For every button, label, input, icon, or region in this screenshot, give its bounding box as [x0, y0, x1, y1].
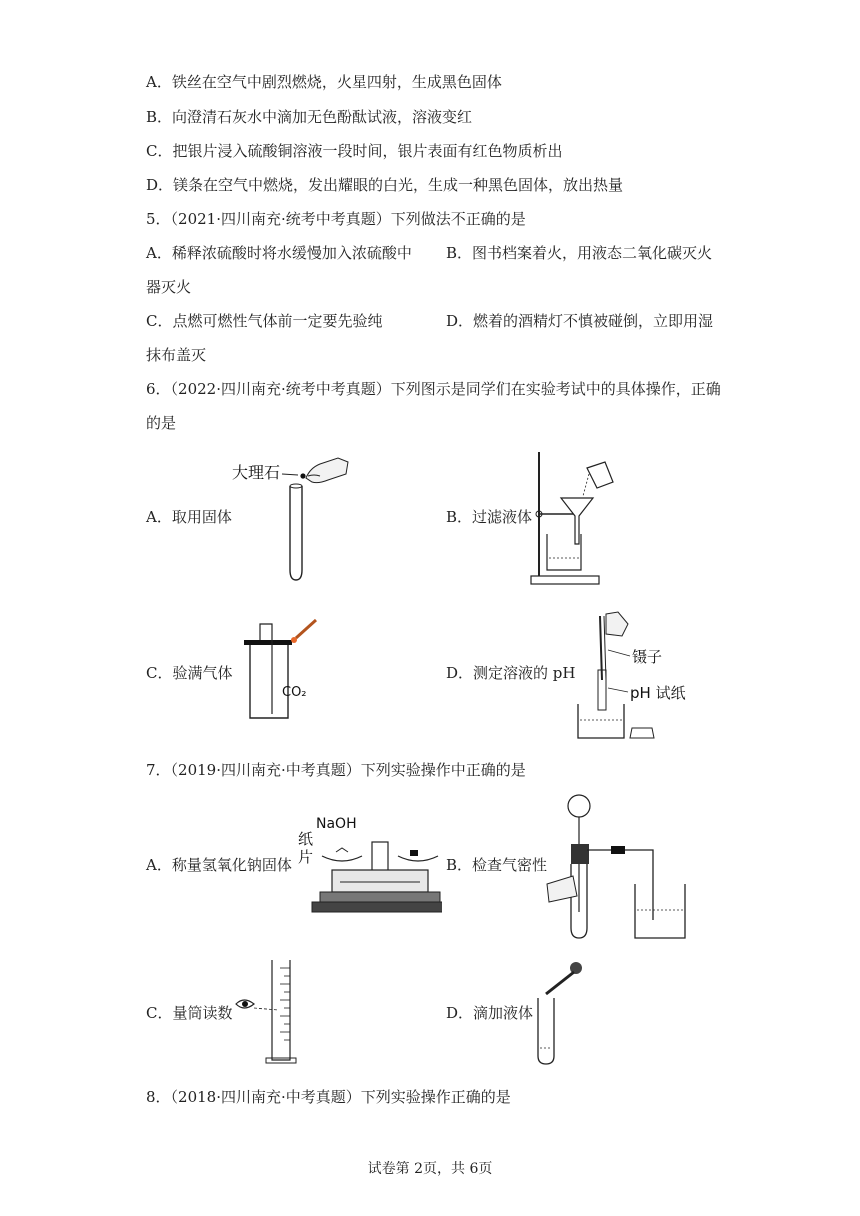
q6-figure-a: [228, 448, 353, 588]
q6-stem: 6．（2022·四川南充·统考中考真题）下列图示是同学们在实验考试中的具体操作，正确: [146, 380, 721, 398]
q6-figure-d: [576, 610, 691, 745]
q5-stem: 5．（2021·四川南充·统考中考真题）下列做法不正确的是: [146, 210, 526, 228]
tweezers-label: 镊子: [632, 648, 663, 666]
q7-option-c: C．量筒读数: [146, 1004, 233, 1022]
q4-option-c: C．把银片浸入硫酸铜溶液一段时间，银片表面有红色物质析出: [146, 142, 563, 160]
q7-figure-a: [292, 812, 442, 920]
q8-stem: 8．（2018·四川南充·中考真题）下列实验操作正确的是: [146, 1088, 511, 1106]
q6-option-a: A．取用固体: [146, 508, 232, 526]
q5-option-a: A．稀释浓硫酸时将水缓慢加入浓硫酸中: [146, 244, 412, 262]
paper-label-2: 片: [298, 848, 314, 866]
q7-option-d: D．滴加液体: [446, 1004, 534, 1022]
co2-label: CO₂: [282, 685, 307, 700]
q5-option-b-cont: 器灭火: [146, 278, 192, 296]
ph-paper-label: pH 试纸: [630, 684, 686, 702]
naoh-label: NaOH: [316, 816, 357, 832]
q6-option-c: C．验满气体: [146, 664, 233, 682]
marble-label: 大理石: [232, 463, 281, 482]
q4-option-d: D．镁条在空气中燃烧，发出耀眼的白光，生成一种黑色固体，放出热量: [146, 176, 624, 194]
q4-option-b: B．向澄清石灰水中滴加无色酚酞试液，溶液变红: [146, 108, 473, 126]
q6-stem-cont: 的是: [146, 414, 177, 432]
q7-option-b: B．检查气密性: [446, 856, 548, 874]
q7-figure-b: [545, 792, 695, 942]
q5-option-d-cont: 抹布盖灭: [146, 346, 207, 364]
q5-option-c: C．点燃可燃性气体前一定要先验纯: [146, 312, 383, 330]
q7-figure-d: [530, 958, 590, 1068]
q5-option-b: B．图书档案着火，用液态二氧化碳灭火: [446, 244, 713, 262]
q7-option-a: A．称量氢氧化钠固体: [146, 856, 292, 874]
paper-label-1: 纸: [298, 830, 314, 848]
q4-option-a: A．铁丝在空气中剧烈燃烧，火星四射，生成黑色固体: [146, 73, 502, 91]
q6-option-b: B．过滤液体: [446, 508, 533, 526]
q6-option-d: D．测定溶液的 pH: [446, 664, 576, 682]
q6-figure-b: [525, 450, 615, 590]
page-footer: 试卷第 2页，共 6页: [367, 1161, 493, 1177]
q7-figure-c: [232, 956, 302, 1066]
q7-stem: 7．（2019·四川南充·中考真题）下列实验操作中正确的是: [146, 761, 526, 779]
q5-option-d: D．燃着的酒精灯不慎被碰倒，立即用湿: [446, 312, 714, 330]
q6-figure-c: [242, 614, 327, 724]
